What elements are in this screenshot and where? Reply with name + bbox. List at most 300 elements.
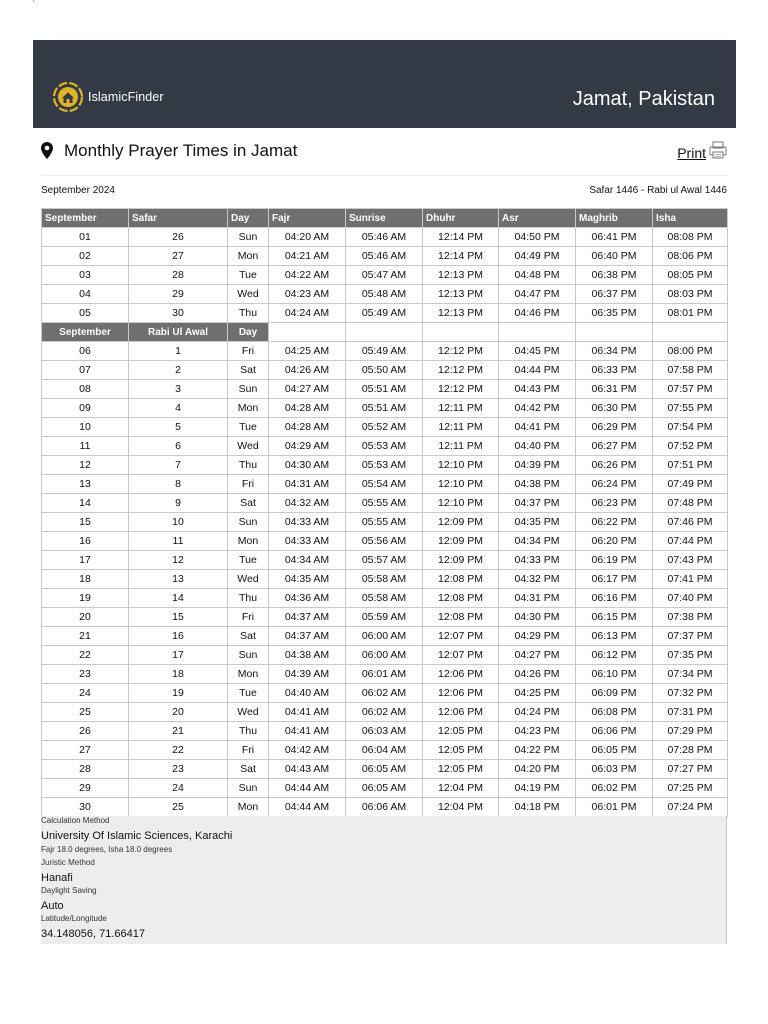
cell-weekday: Tue <box>228 551 269 570</box>
cell-gregorian-day: 14 <box>42 494 129 513</box>
cell-weekday: Fri <box>228 342 269 361</box>
cell-sunrise: 05:54 AM <box>346 475 423 494</box>
cell-weekday: Mon <box>228 665 269 684</box>
cell-isha: 07:31 PM <box>653 703 728 722</box>
cell-fajr: 04:32 AM <box>269 494 346 513</box>
cell-dhuhr: 12:05 PM <box>423 760 499 779</box>
cell-maghrib: 06:05 PM <box>576 741 653 760</box>
cell-weekday: Sun <box>228 380 269 399</box>
cell-dhuhr: 12:07 PM <box>423 646 499 665</box>
cell-maghrib: 06:40 PM <box>576 247 653 266</box>
col-header-isha: Isha <box>653 209 728 228</box>
cell-maghrib: 06:27 PM <box>576 437 653 456</box>
daylight-saving-value: Auto <box>41 900 64 912</box>
cell-asr: 04:23 PM <box>499 722 576 741</box>
cell-fajr: 04:41 AM <box>269 703 346 722</box>
cell-asr: 04:25 PM <box>499 684 576 703</box>
page-header <box>33 40 736 128</box>
cell-gregorian-day: 11 <box>42 437 129 456</box>
cell-dhuhr: 12:06 PM <box>423 665 499 684</box>
cell-isha: 08:00 PM <box>653 342 728 361</box>
cell-isha: 07:48 PM <box>653 494 728 513</box>
sub-header-september: September <box>42 323 129 342</box>
cell-hijri-day: 21 <box>129 722 228 741</box>
stray-mark: ` <box>32 0 36 11</box>
cell-hijri-day: 17 <box>129 646 228 665</box>
cell-dhuhr: 12:08 PM <box>423 570 499 589</box>
cell-fajr: 04:33 AM <box>269 532 346 551</box>
cell-hijri-day: 28 <box>129 266 228 285</box>
cell-maghrib: 06:29 PM <box>576 418 653 437</box>
cell-asr: 04:47 PM <box>499 285 576 304</box>
cell-sunrise: 05:50 AM <box>346 361 423 380</box>
table-row <box>42 589 728 608</box>
cell-dhuhr: 12:07 PM <box>423 627 499 646</box>
cell-fajr: 04:28 AM <box>269 418 346 437</box>
cell-maghrib: 06:19 PM <box>576 551 653 570</box>
cell-hijri-day: 14 <box>129 589 228 608</box>
cell-isha: 07:37 PM <box>653 627 728 646</box>
cell-dhuhr: 12:04 PM <box>423 779 499 798</box>
print-button[interactable] <box>677 140 728 165</box>
cell-asr: 04:30 PM <box>499 608 576 627</box>
cell-gregorian-day: 05 <box>42 304 129 323</box>
cell-gregorian-day: 24 <box>42 684 129 703</box>
table-header-row <box>42 209 728 228</box>
cell-fajr: 04:42 AM <box>269 741 346 760</box>
cell-sunrise: 05:53 AM <box>346 437 423 456</box>
cell-asr: 04:18 PM <box>499 798 576 817</box>
cell-sunrise: 05:59 AM <box>346 608 423 627</box>
cell-maghrib: 06:06 PM <box>576 722 653 741</box>
cell-gregorian-day: 06 <box>42 342 129 361</box>
cell-fajr: 04:21 AM <box>269 247 346 266</box>
cell-asr: 04:42 PM <box>499 399 576 418</box>
table-row <box>42 456 728 475</box>
cell-gregorian-day: 29 <box>42 779 129 798</box>
table-row <box>42 570 728 589</box>
cell-maghrib: 06:41 PM <box>576 228 653 247</box>
gregorian-month: September 2024 <box>41 185 115 196</box>
cell-hijri-day: 27 <box>129 247 228 266</box>
cell-gregorian-day: 23 <box>42 665 129 684</box>
cell-isha: 07:43 PM <box>653 551 728 570</box>
cell-gregorian-day: 30 <box>42 798 129 817</box>
cell-gregorian-day: 15 <box>42 513 129 532</box>
cell-sunrise: 05:58 AM <box>346 570 423 589</box>
cell-hijri-day: 5 <box>129 418 228 437</box>
cell-maghrib: 06:34 PM <box>576 342 653 361</box>
cell-weekday: Sun <box>228 646 269 665</box>
cell-weekday: Wed <box>228 570 269 589</box>
cell-asr: 04:40 PM <box>499 437 576 456</box>
islamicfinder-logo-icon <box>51 80 85 114</box>
cell-weekday: Tue <box>228 684 269 703</box>
cell-fajr: 04:24 AM <box>269 304 346 323</box>
cell-gregorian-day: 19 <box>42 589 129 608</box>
cell-fajr: 04:35 AM <box>269 570 346 589</box>
cell-weekday: Mon <box>228 247 269 266</box>
cell-maghrib: 06:09 PM <box>576 684 653 703</box>
cell-hijri-day: 6 <box>129 437 228 456</box>
sub-header-rabi-ul-awal: Rabi Ul Awal <box>129 323 228 342</box>
cell-isha: 07:38 PM <box>653 608 728 627</box>
cell-fajr: 04:43 AM <box>269 760 346 779</box>
cell-weekday: Wed <box>228 285 269 304</box>
cell-gregorian-day: 08 <box>42 380 129 399</box>
prayer-times-table <box>41 208 728 817</box>
cell-dhuhr: 12:11 PM <box>423 399 499 418</box>
cell-asr: 04:37 PM <box>499 494 576 513</box>
cell-sunrise: 05:49 AM <box>346 342 423 361</box>
table-row <box>42 380 728 399</box>
cell-asr: 04:24 PM <box>499 703 576 722</box>
cell-sunrise: 05:57 AM <box>346 551 423 570</box>
cell-weekday: Thu <box>228 456 269 475</box>
cell-isha: 07:34 PM <box>653 665 728 684</box>
cell-dhuhr: 12:11 PM <box>423 418 499 437</box>
cell-fajr: 04:36 AM <box>269 589 346 608</box>
cell-gregorian-day: 25 <box>42 703 129 722</box>
cell-sunrise: 05:52 AM <box>346 418 423 437</box>
cell-dhuhr: 12:08 PM <box>423 589 499 608</box>
col-header-september: September <box>42 209 129 228</box>
cell-hijri-day: 23 <box>129 760 228 779</box>
cell-isha: 07:41 PM <box>653 570 728 589</box>
cell-maghrib: 06:31 PM <box>576 380 653 399</box>
cell-sunrise: 06:05 AM <box>346 779 423 798</box>
cell-gregorian-day: 10 <box>42 418 129 437</box>
cell-gregorian-day: 01 <box>42 228 129 247</box>
col-header-sunrise: Sunrise <box>346 209 423 228</box>
cell-hijri-day: 12 <box>129 551 228 570</box>
cell-gregorian-day: 21 <box>42 627 129 646</box>
col-header-safar: Safar <box>129 209 228 228</box>
cell-sunrise: 05:46 AM <box>346 228 423 247</box>
cell-maghrib: 06:22 PM <box>576 513 653 532</box>
cell-weekday: Thu <box>228 722 269 741</box>
empty-cell <box>346 323 423 342</box>
cell-gregorian-day: 12 <box>42 456 129 475</box>
cell-asr: 04:32 PM <box>499 570 576 589</box>
cell-isha: 07:57 PM <box>653 380 728 399</box>
table-row <box>42 399 728 418</box>
cell-fajr: 04:39 AM <box>269 665 346 684</box>
table-row <box>42 247 728 266</box>
cell-asr: 04:50 PM <box>499 228 576 247</box>
cell-sunrise: 06:00 AM <box>346 627 423 646</box>
cell-fajr: 04:27 AM <box>269 380 346 399</box>
cell-maghrib: 06:35 PM <box>576 304 653 323</box>
cell-isha: 07:49 PM <box>653 475 728 494</box>
cell-fajr: 04:31 AM <box>269 475 346 494</box>
cell-hijri-day: 13 <box>129 570 228 589</box>
cell-maghrib: 06:16 PM <box>576 589 653 608</box>
cell-maghrib: 06:20 PM <box>576 532 653 551</box>
cell-hijri-day: 19 <box>129 684 228 703</box>
printer-icon[interactable] <box>708 140 728 165</box>
cell-isha: 07:46 PM <box>653 513 728 532</box>
cell-isha: 08:05 PM <box>653 266 728 285</box>
cell-hijri-day: 3 <box>129 380 228 399</box>
table-row <box>42 779 728 798</box>
cell-maghrib: 06:38 PM <box>576 266 653 285</box>
table-row <box>42 266 728 285</box>
table-row <box>42 532 728 551</box>
table-row <box>42 703 728 722</box>
table-row <box>42 627 728 646</box>
cell-dhuhr: 12:10 PM <box>423 456 499 475</box>
cell-sunrise: 06:04 AM <box>346 741 423 760</box>
cell-gregorian-day: 28 <box>42 760 129 779</box>
cell-isha: 08:06 PM <box>653 247 728 266</box>
cell-dhuhr: 12:05 PM <box>423 741 499 760</box>
cell-dhuhr: 12:06 PM <box>423 703 499 722</box>
cell-hijri-day: 8 <box>129 475 228 494</box>
cell-sunrise: 05:58 AM <box>346 589 423 608</box>
cell-asr: 04:33 PM <box>499 551 576 570</box>
cell-asr: 04:22 PM <box>499 741 576 760</box>
cell-dhuhr: 12:12 PM <box>423 361 499 380</box>
cell-asr: 04:34 PM <box>499 532 576 551</box>
cell-hijri-day: 15 <box>129 608 228 627</box>
table-row <box>42 494 728 513</box>
cell-maghrib: 06:03 PM <box>576 760 653 779</box>
cell-weekday: Thu <box>228 589 269 608</box>
cell-sunrise: 06:03 AM <box>346 722 423 741</box>
cell-asr: 04:38 PM <box>499 475 576 494</box>
cell-hijri-day: 18 <box>129 665 228 684</box>
cell-isha: 07:24 PM <box>653 798 728 817</box>
cell-dhuhr: 12:10 PM <box>423 475 499 494</box>
cell-asr: 04:35 PM <box>499 513 576 532</box>
table-row <box>42 361 728 380</box>
cell-weekday: Sun <box>228 779 269 798</box>
cell-gregorian-day: 17 <box>42 551 129 570</box>
cell-dhuhr: 12:04 PM <box>423 798 499 817</box>
page-title: Monthly Prayer Times in Jamat <box>64 141 298 160</box>
cell-fajr: 04:30 AM <box>269 456 346 475</box>
cell-gregorian-day: 09 <box>42 399 129 418</box>
logo[interactable] <box>51 80 164 114</box>
cell-asr: 04:19 PM <box>499 779 576 798</box>
cell-sunrise: 05:55 AM <box>346 513 423 532</box>
cell-isha: 07:55 PM <box>653 399 728 418</box>
cell-dhuhr: 12:11 PM <box>423 437 499 456</box>
cell-fajr: 04:29 AM <box>269 437 346 456</box>
cell-hijri-day: 10 <box>129 513 228 532</box>
col-header-dhuhr: Dhuhr <box>423 209 499 228</box>
cell-isha: 07:32 PM <box>653 684 728 703</box>
cell-fajr: 04:44 AM <box>269 798 346 817</box>
cell-fajr: 04:20 AM <box>269 228 346 247</box>
cell-asr: 04:27 PM <box>499 646 576 665</box>
table-row <box>42 304 728 323</box>
cell-maghrib: 06:23 PM <box>576 494 653 513</box>
cell-fajr: 04:33 AM <box>269 513 346 532</box>
cell-hijri-day: 30 <box>129 304 228 323</box>
title-row <box>41 140 728 164</box>
table-row <box>42 513 728 532</box>
cell-weekday: Tue <box>228 418 269 437</box>
cell-hijri-day: 1 <box>129 342 228 361</box>
table-row <box>42 741 728 760</box>
cell-dhuhr: 12:05 PM <box>423 722 499 741</box>
cell-weekday: Sat <box>228 760 269 779</box>
cell-hijri-day: 25 <box>129 798 228 817</box>
table-row <box>42 665 728 684</box>
cell-gregorian-day: 13 <box>42 475 129 494</box>
cell-maghrib: 06:10 PM <box>576 665 653 684</box>
cell-sunrise: 06:00 AM <box>346 646 423 665</box>
juristic-method-value: Hanafi <box>41 872 73 884</box>
cell-fajr: 04:26 AM <box>269 361 346 380</box>
table-row <box>42 342 728 361</box>
juristic-method-label: Juristic Method <box>41 858 95 867</box>
cell-fajr: 04:25 AM <box>269 342 346 361</box>
cell-maghrib: 06:08 PM <box>576 703 653 722</box>
cell-maghrib: 06:26 PM <box>576 456 653 475</box>
cell-sunrise: 05:51 AM <box>346 399 423 418</box>
table-row <box>42 551 728 570</box>
daylight-saving-label: Daylight Saving <box>41 886 97 895</box>
col-header-maghrib: Maghrib <box>576 209 653 228</box>
lat-lng-label: Latitude/Longitude <box>41 914 107 923</box>
cell-gregorian-day: 07 <box>42 361 129 380</box>
cell-hijri-day: 2 <box>129 361 228 380</box>
cell-sunrise: 05:46 AM <box>346 247 423 266</box>
cell-maghrib: 06:33 PM <box>576 361 653 380</box>
cell-gregorian-day: 26 <box>42 722 129 741</box>
cell-isha: 07:51 PM <box>653 456 728 475</box>
cell-weekday: Mon <box>228 798 269 817</box>
cell-weekday: Wed <box>228 703 269 722</box>
table-row <box>42 418 728 437</box>
cell-dhuhr: 12:09 PM <box>423 551 499 570</box>
empty-cell <box>499 323 576 342</box>
cell-fajr: 04:41 AM <box>269 722 346 741</box>
cell-gregorian-day: 20 <box>42 608 129 627</box>
cell-sunrise: 05:49 AM <box>346 304 423 323</box>
cell-hijri-day: 24 <box>129 779 228 798</box>
cell-weekday: Mon <box>228 532 269 551</box>
cell-hijri-day: 29 <box>129 285 228 304</box>
cell-maghrib: 06:37 PM <box>576 285 653 304</box>
cell-dhuhr: 12:06 PM <box>423 684 499 703</box>
table-row <box>42 608 728 627</box>
empty-cell <box>423 323 499 342</box>
col-header-day: Day <box>228 209 269 228</box>
cell-hijri-day: 7 <box>129 456 228 475</box>
cell-isha: 07:54 PM <box>653 418 728 437</box>
cell-dhuhr: 12:13 PM <box>423 285 499 304</box>
table-row <box>42 646 728 665</box>
cell-sunrise: 05:53 AM <box>346 456 423 475</box>
cell-asr: 04:45 PM <box>499 342 576 361</box>
cell-isha: 07:27 PM <box>653 760 728 779</box>
cell-weekday: Fri <box>228 475 269 494</box>
calc-method-label: Calculation Method <box>41 816 110 825</box>
cell-gregorian-day: 16 <box>42 532 129 551</box>
cell-dhuhr: 12:14 PM <box>423 228 499 247</box>
table-row <box>42 285 728 304</box>
col-header-fajr: Fajr <box>269 209 346 228</box>
table-row <box>42 228 728 247</box>
table-row <box>42 722 728 741</box>
city-name: Jamat, Pakistan <box>572 88 715 110</box>
cell-asr: 04:41 PM <box>499 418 576 437</box>
cell-weekday: Sat <box>228 627 269 646</box>
cell-hijri-day: 20 <box>129 703 228 722</box>
cell-weekday: Sat <box>228 494 269 513</box>
cell-sunrise: 05:51 AM <box>346 380 423 399</box>
cell-asr: 04:43 PM <box>499 380 576 399</box>
table-row <box>42 437 728 456</box>
cell-dhuhr: 12:09 PM <box>423 532 499 551</box>
cell-fajr: 04:37 AM <box>269 608 346 627</box>
sub-header-day: Day <box>228 323 269 342</box>
cell-maghrib: 06:30 PM <box>576 399 653 418</box>
table-row <box>42 798 728 817</box>
col-header-asr: Asr <box>499 209 576 228</box>
cell-hijri-day: 16 <box>129 627 228 646</box>
cell-fajr: 04:40 AM <box>269 684 346 703</box>
location-pin-icon <box>41 142 53 164</box>
cell-dhuhr: 12:12 PM <box>423 342 499 361</box>
cell-maghrib: 06:13 PM <box>576 627 653 646</box>
cell-asr: 04:20 PM <box>499 760 576 779</box>
cell-fajr: 04:28 AM <box>269 399 346 418</box>
cell-fajr: 04:44 AM <box>269 779 346 798</box>
cell-isha: 07:25 PM <box>653 779 728 798</box>
cell-dhuhr: 12:13 PM <box>423 304 499 323</box>
cell-asr: 04:31 PM <box>499 589 576 608</box>
cell-asr: 04:26 PM <box>499 665 576 684</box>
cell-asr: 04:44 PM <box>499 361 576 380</box>
cell-weekday: Fri <box>228 741 269 760</box>
cell-sunrise: 05:56 AM <box>346 532 423 551</box>
hijri-range: Safar 1446 - Rabi ul Awal 1446 <box>589 185 727 196</box>
calc-method-value: University Of Islamic Sciences, Karachi <box>41 830 233 842</box>
logo-text: IslamicFinder <box>88 90 164 104</box>
cell-sunrise: 06:06 AM <box>346 798 423 817</box>
cell-sunrise: 05:55 AM <box>346 494 423 513</box>
cell-weekday: Tue <box>228 266 269 285</box>
cell-hijri-day: 9 <box>129 494 228 513</box>
settings-panel <box>41 816 727 944</box>
cell-fajr: 04:22 AM <box>269 266 346 285</box>
table-row <box>42 684 728 703</box>
cell-hijri-day: 26 <box>129 228 228 247</box>
cell-asr: 04:29 PM <box>499 627 576 646</box>
cell-asr: 04:48 PM <box>499 266 576 285</box>
cell-maghrib: 06:24 PM <box>576 475 653 494</box>
cell-maghrib: 06:01 PM <box>576 798 653 817</box>
cell-hijri-day: 22 <box>129 741 228 760</box>
cell-isha: 08:08 PM <box>653 228 728 247</box>
cell-sunrise: 06:02 AM <box>346 684 423 703</box>
table-subheader-row <box>42 323 728 342</box>
cell-isha: 07:28 PM <box>653 741 728 760</box>
print-link[interactable]: Print <box>677 144 706 161</box>
cell-dhuhr: 12:12 PM <box>423 380 499 399</box>
cell-isha: 08:01 PM <box>653 304 728 323</box>
cell-isha: 07:52 PM <box>653 437 728 456</box>
cell-fajr: 04:23 AM <box>269 285 346 304</box>
cell-isha: 07:35 PM <box>653 646 728 665</box>
cell-gregorian-day: 27 <box>42 741 129 760</box>
cell-fajr: 04:34 AM <box>269 551 346 570</box>
